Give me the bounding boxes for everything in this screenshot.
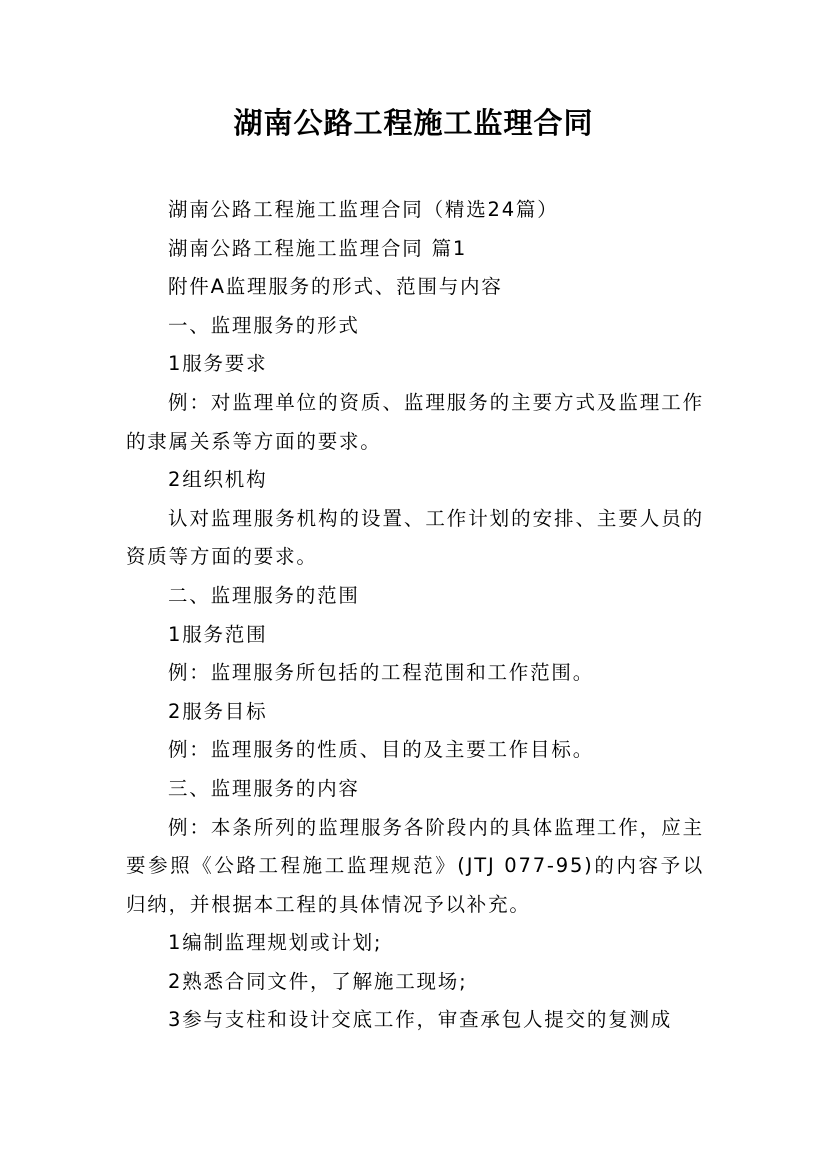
paragraph: 湖南公路工程施工监理合同 篇1 [168, 236, 468, 260]
paragraph: 例：本条所列的监理服务各阶段内的具体监理工作，应主要参照《公路工程施工监理规范》(JTJ 077-95)的内容予以归纳，并根据本工程的具体情况予以补充。 [126, 815, 704, 916]
paragraph: 湖南公路工程施工监理合同（精选24篇） [168, 198, 559, 221]
paragraph: 1服务范围 [168, 622, 268, 646]
paragraph: 1编制监理规划或计划; [168, 931, 383, 955]
paragraph: 附件A监理服务的形式、范围与内容 [168, 275, 503, 299]
paragraph: 1服务要求 [168, 352, 268, 376]
paragraph: 一、监理服务的形式 [168, 313, 360, 337]
paragraph: 三、监理服务的内容 [168, 776, 360, 800]
paragraph: 2服务目标 [168, 699, 268, 723]
paragraph: 例：监理服务的性质、目的及主要工作目标。 [168, 738, 595, 762]
document-title: 湖南公路工程施工监理合同 [233, 106, 594, 140]
paragraph: 2熟悉合同文件，了解施工现场; [168, 969, 468, 993]
paragraph: 3参与支柱和设计交底工作，审查承包人提交的复测成 [168, 1008, 673, 1032]
paragraph: 例：对监理单位的资质、监理服务的主要方式及监理工作的隶属关系等方面的要求。 [126, 390, 704, 453]
paragraph: 二、监理服务的范围 [168, 583, 360, 607]
document-body [126, 191, 704, 1040]
paragraph: 认对监理服务机构的设置、工作计划的安排、主要人员的资质等方面的要求。 [126, 506, 704, 569]
paragraph: 例：监理服务所包括的工程范围和工作范围。 [168, 661, 595, 685]
paragraph: 2组织机构 [168, 468, 268, 492]
